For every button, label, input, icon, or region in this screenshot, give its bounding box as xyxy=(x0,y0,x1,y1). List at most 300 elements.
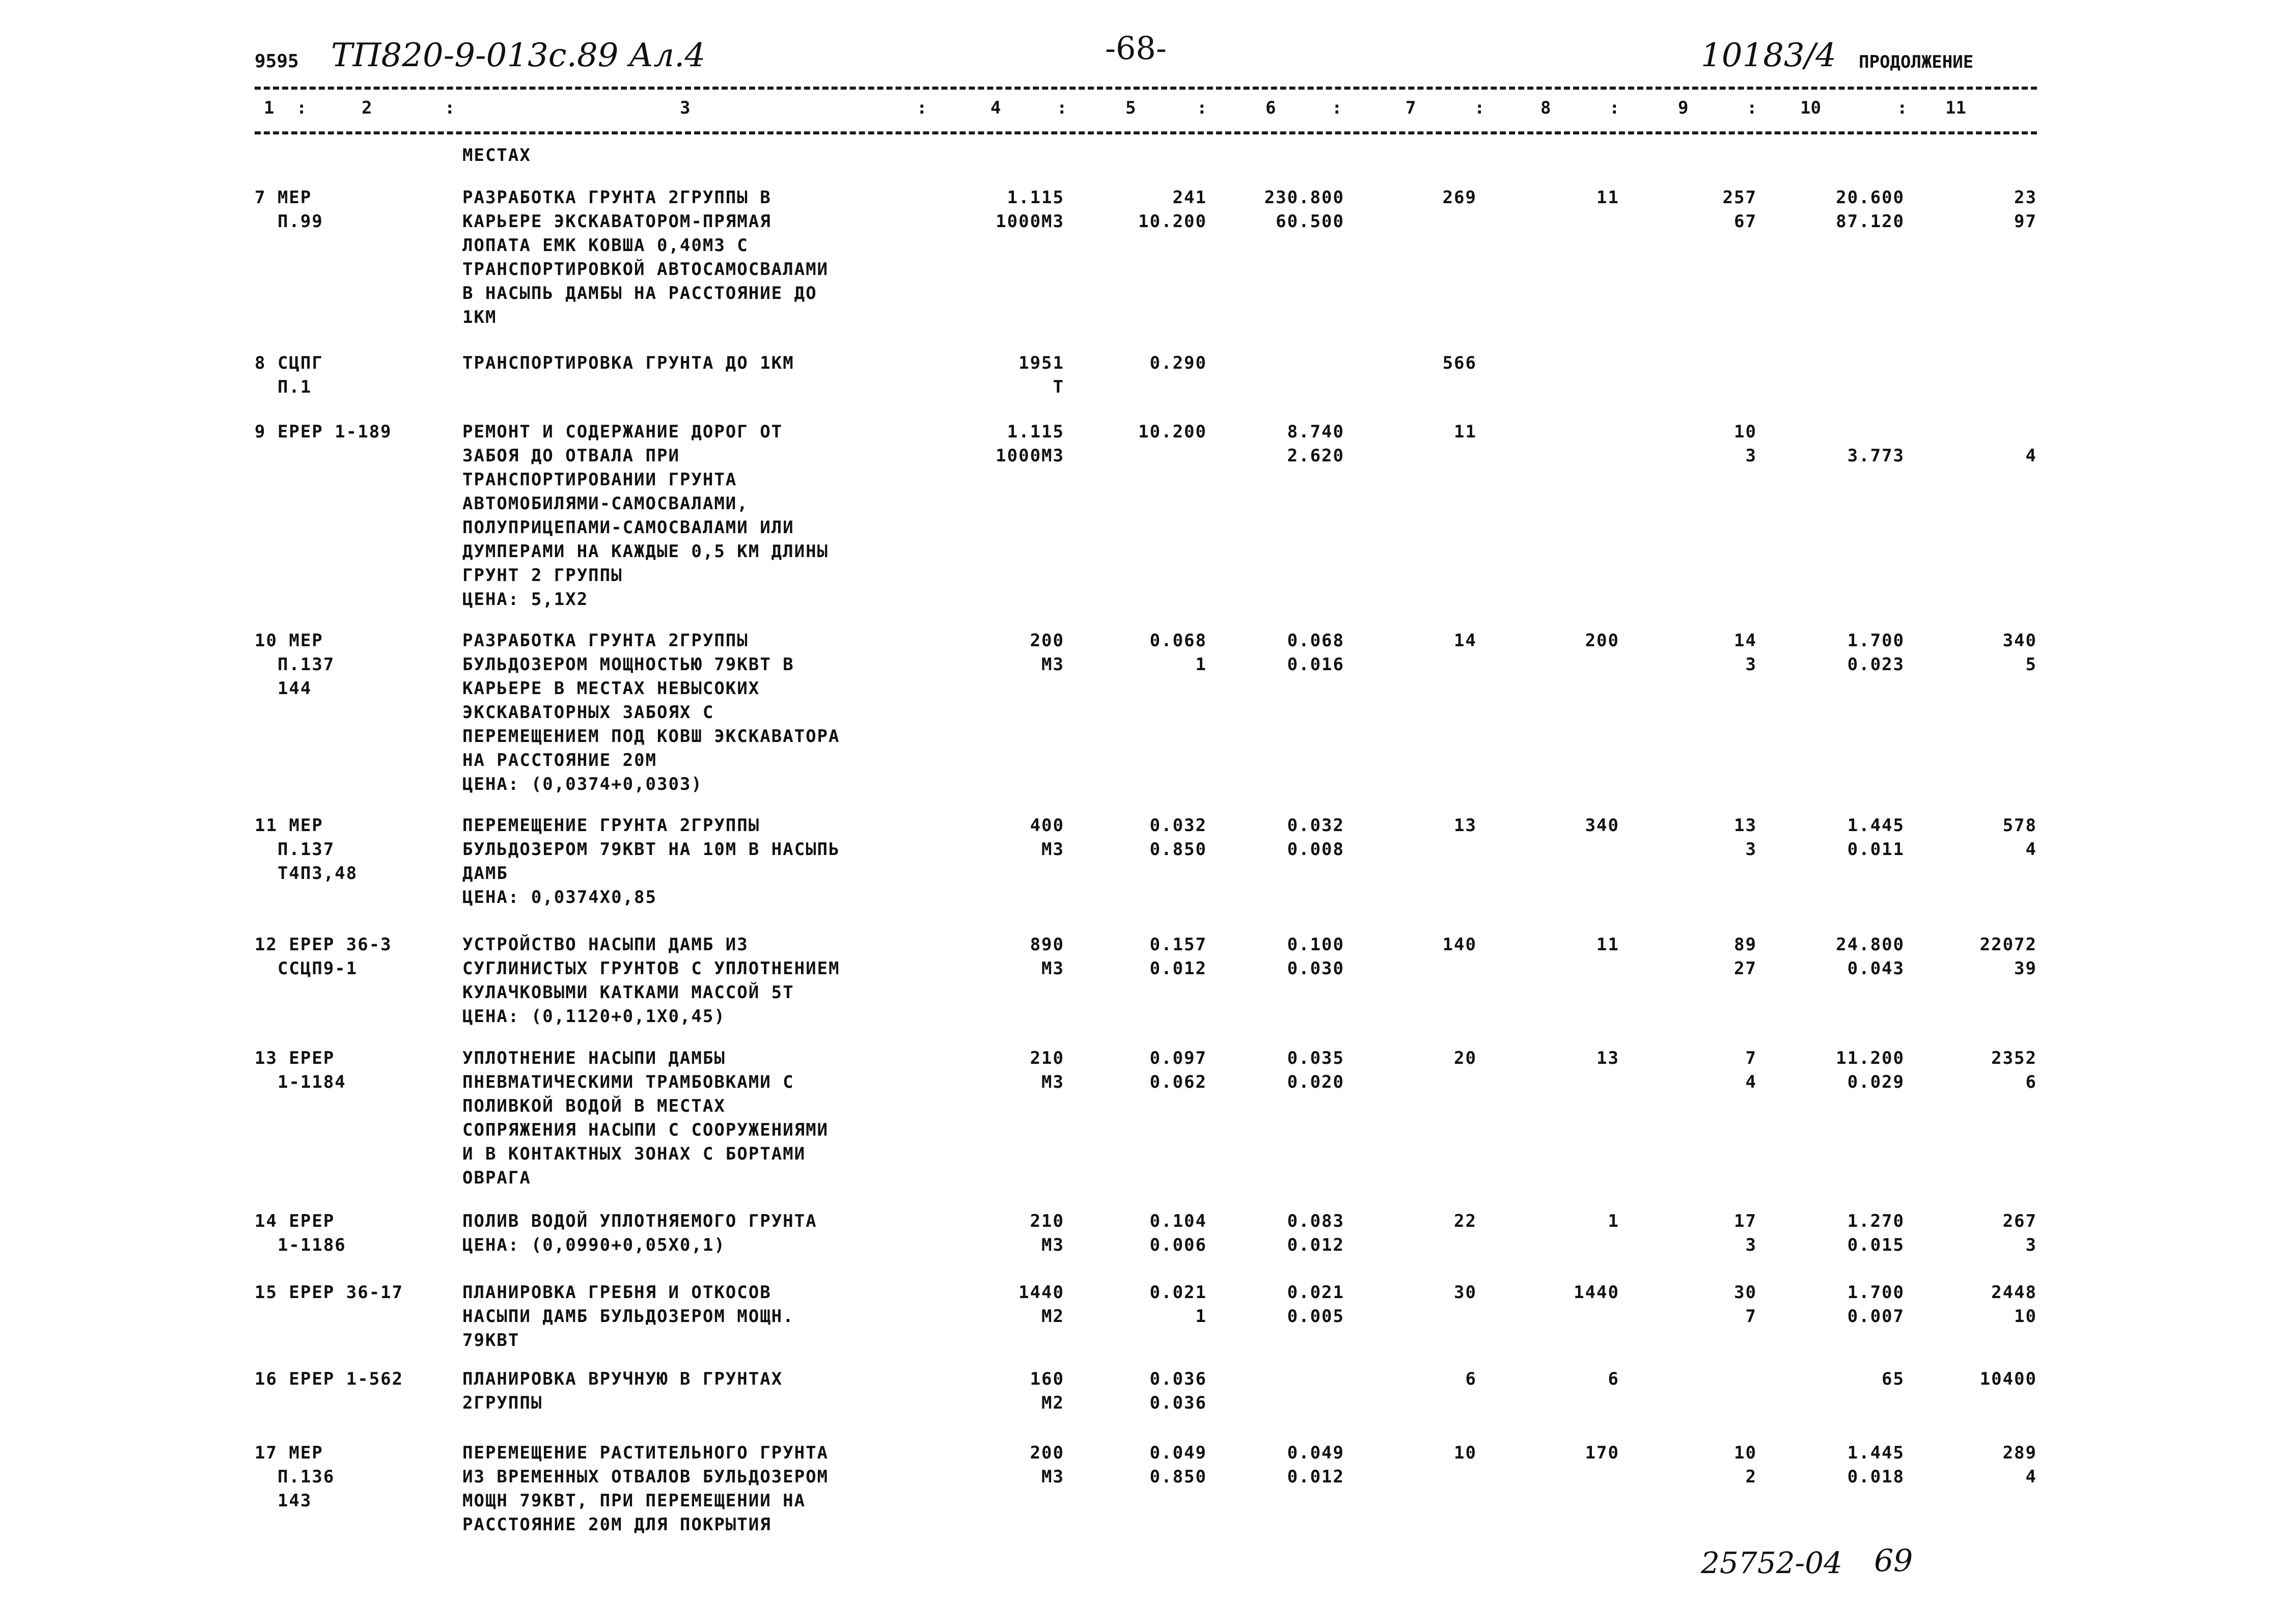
cell-line: 11 xyxy=(1596,187,1619,208)
cell-line: Т4П3,48 xyxy=(255,863,358,884)
cell-line: 890 xyxy=(1030,934,1064,955)
cell-line: 143 xyxy=(255,1491,312,1511)
cell-col9 xyxy=(1655,186,1757,234)
cell-line: 10 xyxy=(1734,1443,1757,1463)
cell-line: 89 xyxy=(1734,934,1757,955)
cell-line: 4 xyxy=(2025,839,2037,860)
cell-line: 578 xyxy=(2002,815,2037,836)
cell-line xyxy=(1655,1367,1757,1391)
cell-line: ПЕРЕМЕЩЕНИЕ РАСТИТЕЛЬНОГО ГРУНТА xyxy=(462,1443,829,1463)
cell-line: УСТРОЙСТВО НАСЫПИ ДАМБ ИЗ xyxy=(462,934,749,955)
cell-line: 0.068 xyxy=(1287,630,1344,651)
cell-line: ДУМПЕРАМИ НА КАЖДЫЕ 0,5 КМ ДЛИНЫ xyxy=(462,541,829,562)
cell-col7 xyxy=(1406,1047,1477,1070)
cell-line: 3 xyxy=(1745,654,1757,675)
cell-line: 1440 xyxy=(1574,1282,1619,1303)
preceding-text: МЕСТАХ xyxy=(462,145,531,166)
cell-line: 3 xyxy=(1745,446,1757,466)
cell-line: 16 ЕРЕР 1-562 xyxy=(255,1369,404,1389)
cell-line: 200 xyxy=(1030,630,1064,651)
cell-line: 3 xyxy=(1745,1235,1757,1255)
cell-description xyxy=(462,1441,946,1537)
cell-line: ТРАНСПОРТИРОВКОЙ АВТОСАМОСВАЛАМИ xyxy=(462,259,829,280)
cell-line: 67 xyxy=(1734,211,1757,232)
cell-line: 2 xyxy=(1745,1467,1757,1487)
cell-line: 0.083 xyxy=(1287,1211,1344,1231)
cell-description xyxy=(462,629,946,796)
cell-line: ПЛАНИРОВКА ВРУЧНУЮ В ГРУНТАХ xyxy=(462,1369,783,1389)
cell-col7 xyxy=(1406,629,1477,653)
cell-line: 7 xyxy=(1745,1048,1757,1068)
cell-line: 14 ЕРЕР xyxy=(255,1211,335,1231)
cell-line: ЦЕНА: 0,0374Х0,85 xyxy=(462,887,657,907)
cell-line: 27 xyxy=(1734,958,1757,979)
cell-line: 3 xyxy=(2025,1235,2037,1255)
cell-col5 xyxy=(1115,420,1207,444)
cell-line: 2352 xyxy=(1991,1048,2037,1068)
col-sep: : xyxy=(1747,98,1757,118)
cell-description xyxy=(462,933,946,1029)
cell-code xyxy=(255,420,448,444)
cell-line: 1-1186 xyxy=(255,1235,346,1255)
cell-line: 23 xyxy=(2014,187,2037,208)
cell-line: ТРАНСПОРТИРОВАНИИ ГРУНТА xyxy=(462,470,737,490)
col-header-11: 11 xyxy=(1945,98,1966,118)
cell-line: 0.036 xyxy=(1149,1369,1207,1389)
series-number: 9595 xyxy=(255,51,299,72)
cell-col9 xyxy=(1655,351,1757,375)
cell-line: КУЛАЧКОВЫМИ КАТКАМИ МАССОЙ 5Т xyxy=(462,982,794,1003)
cell-quantity xyxy=(968,1281,1064,1329)
cell-line: 13 xyxy=(1596,1048,1619,1068)
cell-line: ТРАНСПОРТИРОВКА ГРУНТА ДО 1КМ xyxy=(462,353,794,373)
cell-line: 0.290 xyxy=(1149,353,1207,373)
cell-col8 xyxy=(1533,1047,1619,1070)
cell-col11 xyxy=(1935,933,2037,981)
cell-quantity xyxy=(968,1047,1064,1094)
cell-line: 0.006 xyxy=(1149,1235,1207,1255)
cell-line: М3 xyxy=(1041,654,1064,675)
cell-line: 0.032 xyxy=(1287,815,1344,836)
cell-col9 xyxy=(1655,420,1757,468)
cell-line: П.137 xyxy=(255,654,335,675)
cell-line: 210 xyxy=(1030,1048,1064,1068)
col-header-4: 4 xyxy=(990,98,1001,118)
cell-line: 1 xyxy=(1195,1306,1207,1327)
cell-col9 xyxy=(1655,814,1757,862)
cell-line: БУЛЬДОЗЕРОМ 79КВТ НА 10М В НАСЫПЬ xyxy=(462,839,840,860)
cell-description xyxy=(462,814,946,910)
cell-col11 xyxy=(1935,1047,2037,1094)
cell-line: 11 xyxy=(1454,422,1477,442)
cell-line: 17 МЕР xyxy=(255,1443,323,1463)
cell-line: 10 xyxy=(2014,1306,2037,1327)
cell-col5 xyxy=(1115,351,1207,375)
cell-description xyxy=(462,1367,946,1415)
cell-description xyxy=(462,420,946,612)
cell-line: 241 xyxy=(1172,187,1207,208)
cell-line: М3 xyxy=(1041,1072,1064,1092)
cell-line: 5 xyxy=(2025,654,2037,675)
cell-line: РАЗРАБОТКА ГРУНТА 2ГРУППЫ В xyxy=(462,187,772,208)
cell-col8 xyxy=(1533,351,1619,375)
cell-description xyxy=(462,1281,946,1353)
cell-col9 xyxy=(1655,629,1757,677)
cell-line xyxy=(1533,420,1619,444)
cell-description xyxy=(462,1209,946,1257)
cell-line: 1 xyxy=(1608,1211,1619,1231)
cell-line: 340 xyxy=(2002,630,2037,651)
cell-line: 10.200 xyxy=(1138,422,1207,442)
cell-col11 xyxy=(1935,1209,2037,1257)
cell-code xyxy=(255,1209,448,1257)
cell-line xyxy=(1248,1367,1344,1391)
cell-line xyxy=(1248,351,1344,375)
cell-line: П.99 xyxy=(255,211,323,232)
cell-line: 257 xyxy=(1722,187,1757,208)
cell-col11 xyxy=(1935,1281,2037,1329)
cell-description xyxy=(462,186,946,329)
cell-col7 xyxy=(1406,1441,1477,1465)
cell-line: ЦЕНА: 5,1Х2 xyxy=(462,589,589,610)
cell-line: ПОЛУПРИЦЕПАМИ-САМОСВАЛАМИ ИЛИ xyxy=(462,517,794,538)
cell-line: ПЛАНИРОВКА ГРЕБНЯ И ОТКОСОВ xyxy=(462,1282,772,1303)
cell-col6 xyxy=(1248,814,1344,862)
cell-col7 xyxy=(1406,933,1477,957)
header-rule-bottom xyxy=(255,131,2037,134)
col-header-5: 5 xyxy=(1125,98,1136,118)
cell-col7 xyxy=(1406,814,1477,838)
cell-col8 xyxy=(1533,814,1619,838)
cell-line: 0.049 xyxy=(1287,1443,1344,1463)
cell-line: 1000М3 xyxy=(996,446,1064,466)
cell-line: 400 xyxy=(1030,815,1064,836)
cell-line: УПЛОТНЕНИЕ НАСЫПИ ДАМБЫ xyxy=(462,1048,726,1068)
cell-col6 xyxy=(1248,1209,1344,1257)
cell-line: М3 xyxy=(1041,1467,1064,1487)
cell-line: 2448 xyxy=(1991,1282,2037,1303)
cell-quantity xyxy=(968,629,1064,677)
cell-col10 xyxy=(1782,351,1905,375)
cell-col10 xyxy=(1782,1209,1905,1257)
cell-line: ДАМБ xyxy=(462,863,508,884)
cell-line: 0.007 xyxy=(1847,1306,1905,1327)
cell-col7 xyxy=(1406,351,1477,375)
cell-line: СУГЛИНИСТЫХ ГРУНТОВ С УПЛОТНЕНИЕМ xyxy=(462,958,840,979)
cell-line: НАСЫПИ ДАМБ БУЛЬДОЗЕРОМ МОЩН. xyxy=(462,1306,794,1327)
cell-col9 xyxy=(1655,933,1757,981)
cell-line: 10 МЕР xyxy=(255,630,323,651)
cell-line: ССЦП9-1 xyxy=(255,958,358,979)
cell-line: 0.043 xyxy=(1847,958,1905,979)
cell-line: 20 xyxy=(1454,1048,1477,1068)
cell-line: 0.008 xyxy=(1287,839,1344,860)
col-header-6: 6 xyxy=(1265,98,1276,118)
cell-line: 6 xyxy=(2025,1072,2037,1092)
cell-col9 xyxy=(1655,1047,1757,1094)
cell-line: 0.157 xyxy=(1149,934,1207,955)
cell-col5 xyxy=(1115,933,1207,981)
cell-line: 7 xyxy=(1745,1306,1757,1327)
cell-line: 289 xyxy=(2002,1443,2037,1463)
footer-stamp: 25752-04 xyxy=(1701,1546,1842,1580)
document-number: 10183/4 xyxy=(1701,37,1836,74)
cell-line: РЕМОНТ И СОДЕРЖАНИЕ ДОРОГ ОТ xyxy=(462,422,783,442)
cell-line: 0.035 xyxy=(1287,1048,1344,1068)
cell-col10 xyxy=(1782,814,1905,862)
cell-line: М3 xyxy=(1041,1235,1064,1255)
cell-line: М2 xyxy=(1041,1393,1064,1413)
cell-description xyxy=(462,351,946,375)
cell-line: 140 xyxy=(1442,934,1477,955)
cell-col8 xyxy=(1533,933,1619,957)
cell-line: 3.773 xyxy=(1847,446,1905,466)
cell-col9 xyxy=(1655,1209,1757,1257)
cell-line: 11 МЕР xyxy=(255,815,323,836)
cell-line: 0.016 xyxy=(1287,654,1344,675)
cell-col6 xyxy=(1248,351,1344,375)
cell-line: 15 ЕРЕР 36-17 xyxy=(255,1282,404,1303)
cell-col10 xyxy=(1782,629,1905,677)
cell-code xyxy=(255,186,448,234)
cell-col10 xyxy=(1782,933,1905,981)
cell-line: 39 xyxy=(2014,958,2037,979)
cell-line: 269 xyxy=(1442,187,1477,208)
cell-line: 1 xyxy=(1195,654,1207,675)
cell-line: 3 xyxy=(1745,839,1757,860)
cell-col11 xyxy=(1935,629,2037,677)
cell-line: 1.115 xyxy=(1007,422,1064,442)
cell-line: 0.011 xyxy=(1847,839,1905,860)
cell-line: 267 xyxy=(2002,1211,2037,1231)
cell-col5 xyxy=(1115,186,1207,234)
cell-line: 7 МЕР xyxy=(255,187,312,208)
cell-line: 11 xyxy=(1596,934,1619,955)
cell-col6 xyxy=(1248,1281,1344,1329)
cell-line: ПОЛИВ ВОДОЙ УПЛОТНЯЕМОГО ГРУНТА xyxy=(462,1211,817,1231)
cell-line: ПЕРЕМЕЩЕНИЕ ГРУНТА 2ГРУППЫ xyxy=(462,815,760,836)
cell-line: 4 xyxy=(2025,446,2037,466)
cell-line: 10 xyxy=(1454,1443,1477,1463)
cell-line: ГРУНТ 2 ГРУППЫ xyxy=(462,565,623,586)
cell-line: 6 xyxy=(1608,1369,1619,1389)
cell-line: СОПРЯЖЕНИЯ НАСЫПИ С СООРУЖЕНИЯМИ xyxy=(462,1120,829,1140)
cell-line: 230.800 xyxy=(1264,187,1344,208)
cell-line xyxy=(1782,420,1905,444)
cell-line: 160 xyxy=(1030,1369,1064,1389)
cell-line: КАРЬЕРЕ ЭКСКАВАТОРОМ-ПРЯМАЯ xyxy=(462,211,772,232)
cell-line: РАЗРАБОТКА ГРУНТА 2ГРУППЫ xyxy=(462,630,749,651)
cell-col11 xyxy=(1935,814,2037,862)
cell-line: М3 xyxy=(1041,958,1064,979)
cell-line: РАССТОЯНИЕ 20М ДЛЯ ПОКРЫТИЯ xyxy=(462,1515,772,1535)
cell-line: 200 xyxy=(1585,630,1619,651)
cell-col6 xyxy=(1248,1367,1344,1391)
col-sep: : xyxy=(296,98,307,118)
cell-col5 xyxy=(1115,1441,1207,1489)
cell-quantity xyxy=(968,186,1064,234)
cell-line: 1951 xyxy=(1018,353,1064,373)
cell-col6 xyxy=(1248,186,1344,234)
cell-line: ПЕРЕМЕЩЕНИЕМ ПОД КОВШ ЭКСКАВАТОРА xyxy=(462,726,840,747)
cell-line: 13 xyxy=(1734,815,1757,836)
cell-line: П.1 xyxy=(255,377,312,397)
cell-line: 24.800 xyxy=(1836,934,1905,955)
cell-col10 xyxy=(1782,1441,1905,1489)
cell-line: МОЩН 79КВТ, ПРИ ПЕРЕМЕЩЕНИИ НА xyxy=(462,1491,806,1511)
cell-code xyxy=(255,1441,448,1513)
cell-line xyxy=(1782,351,1905,375)
cell-code xyxy=(255,1047,448,1094)
cell-col10 xyxy=(1782,420,1905,468)
cell-col5 xyxy=(1115,1209,1207,1257)
cell-line: 8.740 xyxy=(1287,422,1344,442)
cell-line: 1.270 xyxy=(1847,1211,1905,1231)
col-sep: : xyxy=(1057,98,1067,118)
cell-line: 200 xyxy=(1030,1443,1064,1463)
cell-line: 1.700 xyxy=(1847,630,1905,651)
col-header-9: 9 xyxy=(1678,98,1689,118)
cell-line: М3 xyxy=(1041,839,1064,860)
cell-col9 xyxy=(1655,1441,1757,1489)
cell-line: ЭКСКАВАТОРНЫХ ЗАБОЯХ С xyxy=(462,702,714,723)
cell-line: П.137 xyxy=(255,839,335,860)
cell-line: 2ГРУППЫ xyxy=(462,1393,543,1413)
cell-code xyxy=(255,933,448,981)
cell-line: 9 ЕРЕР 1-189 xyxy=(255,422,392,442)
cell-line: 0.030 xyxy=(1287,958,1344,979)
cell-line: 566 xyxy=(1442,353,1477,373)
cell-line: 79КВТ xyxy=(462,1330,520,1351)
cell-col8 xyxy=(1533,186,1619,210)
cell-line: 210 xyxy=(1030,1211,1064,1231)
cell-line: ЛОПАТА ЕМК КОВША 0,40М3 С xyxy=(462,235,749,256)
cell-col5 xyxy=(1115,1367,1207,1415)
cell-line: 0.023 xyxy=(1847,654,1905,675)
cell-line: ЗАБОЯ ДО ОТВАЛА ПРИ xyxy=(462,446,680,466)
cell-line: 0.104 xyxy=(1149,1211,1207,1231)
cell-code xyxy=(255,351,448,399)
col-sep: : xyxy=(1897,98,1908,118)
cell-line: 0.012 xyxy=(1287,1467,1344,1487)
cell-col9 xyxy=(1655,1367,1757,1391)
cell-line: 10.200 xyxy=(1138,211,1207,232)
cell-line: 0.005 xyxy=(1287,1306,1344,1327)
cell-line: 14 xyxy=(1454,630,1477,651)
cell-quantity xyxy=(968,351,1064,399)
cell-line: ПОЛИВКОЙ ВОДОЙ В МЕСТАХ xyxy=(462,1096,726,1116)
cell-description xyxy=(462,1047,946,1190)
cell-col5 xyxy=(1115,629,1207,677)
continuation-label: ПРОДОЛЖЕНИЕ xyxy=(1859,52,1974,72)
col-header-2: 2 xyxy=(362,98,372,118)
cell-line: 1000М3 xyxy=(996,211,1064,232)
cell-line: 12 ЕРЕР 36-3 xyxy=(255,934,392,955)
header-rule-top xyxy=(255,87,2037,90)
cell-col8 xyxy=(1533,1281,1619,1305)
cell-line: И В КОНТАКТНЫХ ЗОНАХ С БОРТАМИ xyxy=(462,1144,806,1164)
cell-col11 xyxy=(1935,1441,2037,1489)
cell-col9 xyxy=(1655,1281,1757,1329)
cell-col10 xyxy=(1782,186,1905,234)
cell-code xyxy=(255,814,448,886)
cell-col11 xyxy=(1935,420,2037,468)
cell-col5 xyxy=(1115,1047,1207,1094)
cell-code xyxy=(255,1367,448,1391)
cell-quantity xyxy=(968,1209,1064,1257)
cell-line: 22072 xyxy=(1979,934,2037,955)
cell-quantity xyxy=(968,814,1064,862)
cell-line: Т xyxy=(1053,377,1064,397)
cell-col6 xyxy=(1248,420,1344,468)
cell-line: 1КМ xyxy=(462,307,497,327)
cell-line: 30 xyxy=(1454,1282,1477,1303)
cell-col8 xyxy=(1533,1367,1619,1391)
cell-line: 0.036 xyxy=(1149,1393,1207,1413)
cell-line: ЦЕНА: (0,0374+0,0303) xyxy=(462,774,703,794)
document-code: ТП820-9-013с.89 Ал.4 xyxy=(331,37,706,74)
cell-line: 1-1184 xyxy=(255,1072,346,1092)
cell-line: 14 xyxy=(1734,630,1757,651)
cell-line: 340 xyxy=(1585,815,1619,836)
cell-line xyxy=(1935,351,2037,375)
cell-line: 22 xyxy=(1454,1211,1477,1231)
cell-col11 xyxy=(1935,351,2037,375)
cell-quantity xyxy=(968,1367,1064,1415)
cell-line: БУЛЬДОЗЕРОМ МОЩНОСТЬЮ 79КВТ В xyxy=(462,654,794,675)
col-header-1: 1 xyxy=(264,98,274,118)
cell-col8 xyxy=(1533,629,1619,653)
cell-line: 13 xyxy=(1454,815,1477,836)
cell-col8 xyxy=(1533,1441,1619,1465)
cell-col10 xyxy=(1782,1281,1905,1329)
cell-line: 87.120 xyxy=(1836,211,1905,232)
cell-col5 xyxy=(1115,814,1207,862)
cell-line: 0.850 xyxy=(1149,1467,1207,1487)
cell-col10 xyxy=(1782,1047,1905,1094)
cell-col6 xyxy=(1248,1047,1344,1094)
cell-col7 xyxy=(1406,1281,1477,1305)
cell-line: 13 ЕРЕР xyxy=(255,1048,335,1068)
cell-line: 65 xyxy=(1882,1369,1905,1389)
cell-line: 10 xyxy=(1734,422,1757,442)
col-header-7: 7 xyxy=(1406,98,1416,118)
sheet-number: 69 xyxy=(1874,1543,1913,1579)
cell-line xyxy=(1935,420,2037,444)
cell-code xyxy=(255,629,448,701)
cell-line: 1.445 xyxy=(1847,815,1905,836)
col-header-10: 10 xyxy=(1800,98,1821,118)
cell-line: ЦЕНА: (0,0990+0,05Х0,1) xyxy=(462,1235,726,1255)
cell-line: 144 xyxy=(255,678,312,699)
cell-line: 20.600 xyxy=(1836,187,1905,208)
cell-col11 xyxy=(1935,1367,2037,1391)
cell-col8 xyxy=(1533,1209,1619,1233)
cell-line: 4 xyxy=(1745,1072,1757,1092)
cell-line: 0.068 xyxy=(1149,630,1207,651)
cell-line: П.136 xyxy=(255,1467,335,1487)
cell-quantity xyxy=(968,420,1064,468)
col-header-8: 8 xyxy=(1540,98,1551,118)
col-sep: : xyxy=(445,98,455,118)
cell-line: АВТОМОБИЛЯМИ-САМОСВАЛАМИ, xyxy=(462,493,749,514)
cell-line: ИЗ ВРЕМЕННЫХ ОТВАЛОВ БУЛЬДОЗЕРОМ xyxy=(462,1467,829,1487)
cell-col7 xyxy=(1406,1367,1477,1391)
col-sep: : xyxy=(1197,98,1207,118)
cell-line: 0.062 xyxy=(1149,1072,1207,1092)
cell-line: ЦЕНА: (0,1120+0,1Х0,45) xyxy=(462,1006,726,1027)
cell-line: 0.018 xyxy=(1847,1467,1905,1487)
